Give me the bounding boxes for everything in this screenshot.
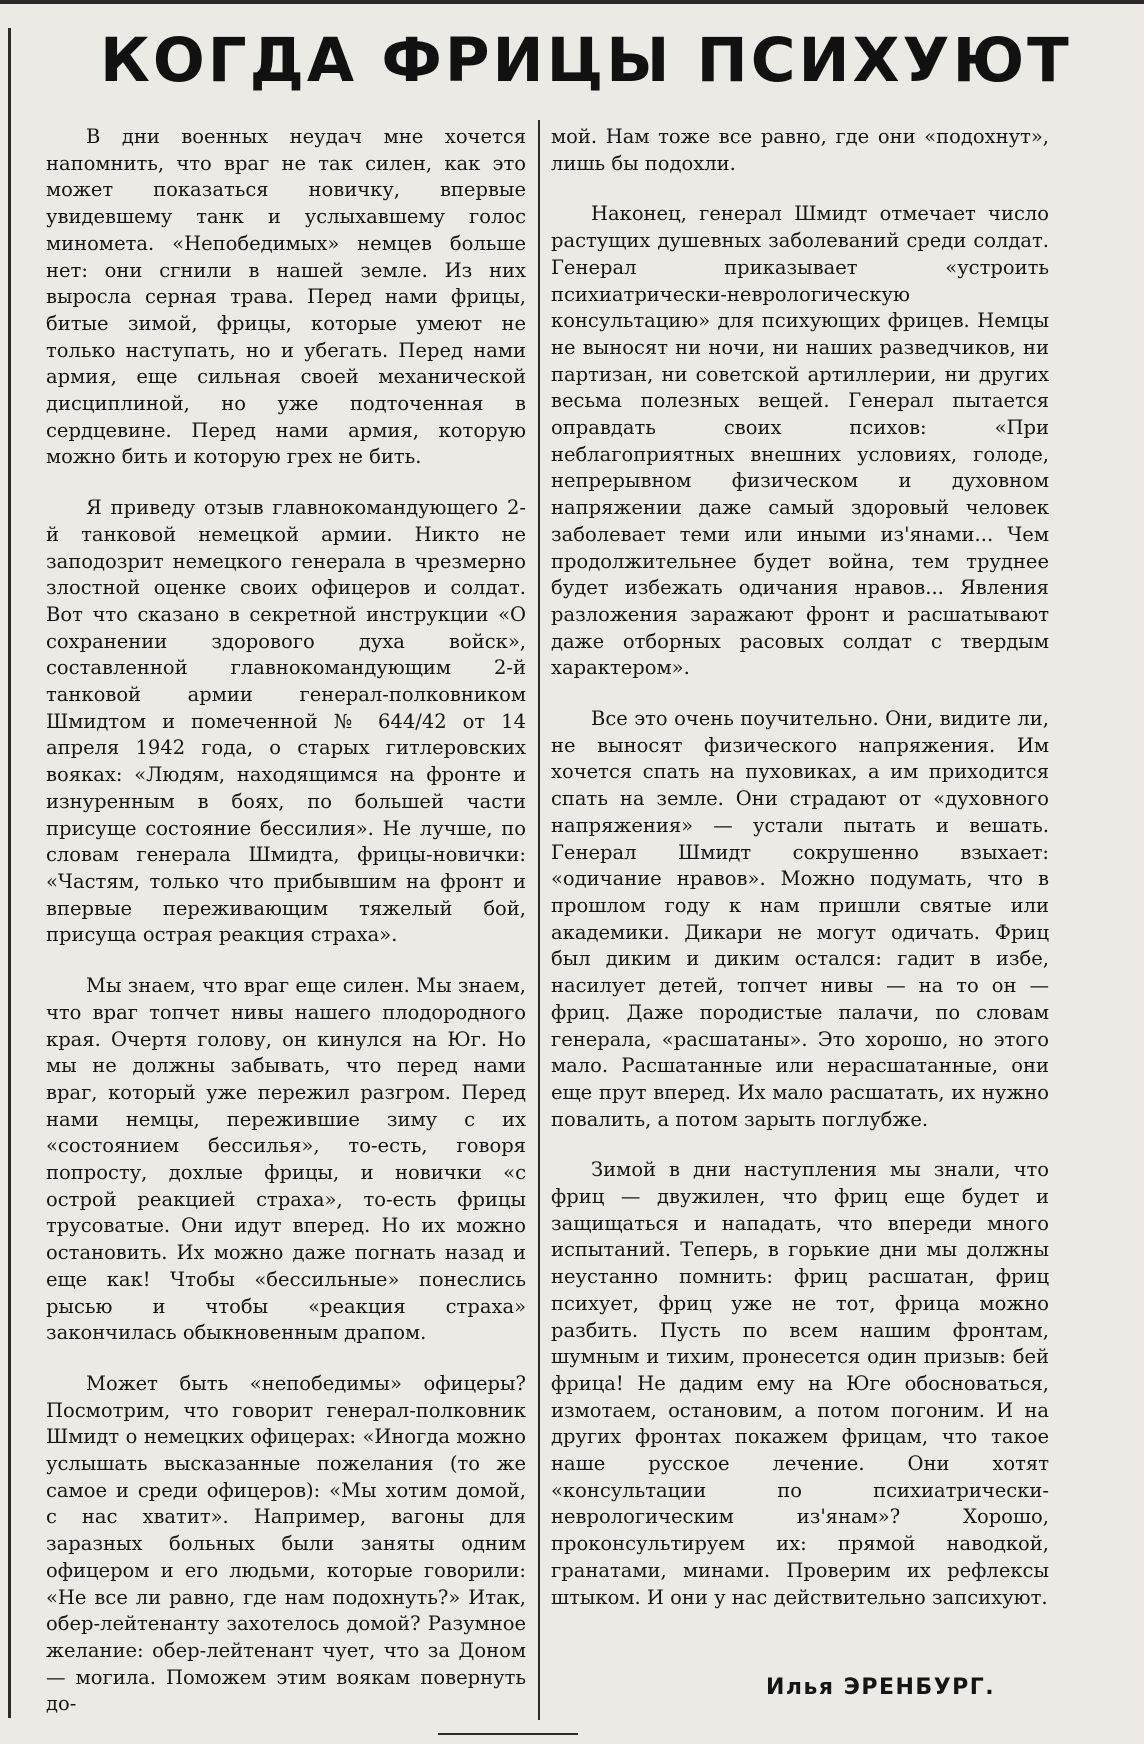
paragraph-continuation: мой. Нам тоже все равно, где они «подохнут», лишь бы подохли. [551,125,1049,175]
left-border-rule [8,28,11,1718]
paragraph: Наконец, генерал Шмидт отмечает число растущих душевных заболеваний среди солдат. Генерал приказывает «устроить психиатрически-неврологическую консультацию» для психующих фрицев. Немцы не выносят ни ночи, ни наших разведчиков, ни партизан, ни советской артиллерии, ни других весьма полезных вещей. Генерал пытается оправдать своих психов: «При неблагоприятных внешних условиях, голоде, непрерывном физическом и духовном напряжении даже самый здоровый человек заболевает теми или иными из'янами... Чем продолжительнее будет война, тем труднее будет избежать одичания нравов... Явления разложения заражают фронт и расшатывают даже отборных расовых солдат с твердым характером». [551,202,1049,680]
bottom-rule [438,1733,578,1735]
paragraph: Все это очень поучительно. Они, видите ли, не выносят физического напряжения. Им хочется спать на пуховиках, а им приходится спать на земле. Они страдают от «духовного напряжения» — устали пытать и вешать. Генерал Шмидт сокрушенно взыхает: «одичание нравов». Можно подумать, что в прошлом году к нам пришли святые или академики. Дикари не могут одичать. Фриц был диким и диким остался: гадит в избе, насилует детей, топчет нивы — на то он — фриц. Даже породистые палачи, по словам генерала, «расшатаны». Это хорошо, но этого мало. Расшатанные или нерасшатанные, они еще прут вперед. Их мало расшатать, их нужно повалить, а потом зарыть поглубже. [551,707,1049,1131]
left-text-column [46,124,526,1742]
article-headline: КОГДА ФРИЦЫ ПСИХУЮТ [100,25,1072,96]
paragraph: Мы знаем, что враг еще силен. Мы знаем, что враг топчет нивы нашего плодородного края. Очертя голову, он кинулся на Юг. Но мы не должны забывать, что перед нами враг, который уже пережил разгром. Перед нами немцы, пережившие зиму с их «состоянием бессилья», то-есть, говоря попросту, дохлые фрицы, и новички «с острой реакцией страха», то-есть фрицы трусоватые. Они идут вперед. Но их можно остановить. Их можно даже погнать назад и еще как! Чтобы «бессильные» понеслись рысью и чтобы «реакция страха» закончилась обыкновенным драпом. [46,974,526,1345]
paragraph: Может быть «непобедимы» офицеры? Посмотрим, что говорит генерал-полковник Шмидт о немецких офицерах: «Иногда можно услышать высказанные пожелания (то же самое и среди офицеров): «Мы хотим домой, с нас хватит». Например, вагоны для заразных больных были заняты одним офицером и его людьми, которые говорили: «Не все ли равно, где нам подохнуть?» Итак, обер-лейтенанту захотелось домой? Разумное желание: обер-лейтенант чует, что за Доном — могила. Поможем этим воякам повернуть до- [46,1371,526,1716]
paragraph: В дни военных неудач мне хочется напомнить, что враг не так силен, как это может показаться новичку, впервые увидевшему танк и услыхавшему голос миномета. «Непобедимых» немцев больше нет: они сгнили в нашей земле. Из них выросла серная трава. Перед нами фрицы, битые зимой, фрицы, которые умеют не только наступать, но и убегать. Перед нами армия, еще сильная своей механической дисциплиной, но уже подточенная в сердцевине. Перед нами армия, которую можно бить и которую грех не бить. [46,125,526,469]
right-text-column [551,124,1049,1635]
paragraph: Я приведу отзыв главнокомандующего 2-й танковой немецкой армии. Никто не заподозрит немецкого генерала в чрезмерно злостной оценке своих офицеров и солдат. Вот что сказано в секретной инструкции «О сохранении здорового духа войск», составленной главнокомандующим 2-й танковой армии генерал-полковником Шмидтом и помеченной № 644/42 от 14 апреля 1942 года, о старых гитлеровских вояках: «Людям, находящимся на фронте и изнуренным в боях, по большей части присуще состояние бессилия». Не лучше, по словам генерала Шмидта, фрицы-новички: «Частям, только что прибывшим на фронт и впервые переживающим тяжелый бой, присуща острая реакция страха». [46,496,526,947]
top-rule [0,0,1144,4]
author-signature: Илья ЭРЕНБУРГ. [766,1675,996,1700]
column-divider [538,120,540,1720]
paragraph: Зимой в дни наступления мы знали, что фриц — двужилен, что фриц еще будет и защищаться и нападать, что впереди много испытаний. Теперь, в горькие дни мы должны неустанно помнить: фриц расшатан, фриц психует, фриц уже не тот, фрица можно разбить. Пусть по всем нашим фронтам, шумным и тихим, пронесется один призыв: бей фрица! Не дадим ему на Юге обосноваться, измотаем, остановим, а потом погоним. И на других фронтах покажем фрицам, что такое наше русское лечение. Они хотят «консультации по психиатрически-неврологическим из'янам»? Хорошо, проконсультируем их: прямой наводкой, гранатами, минами. Проверим их рефлексы штыком. И они у нас действительно запсихуют. [551,1158,1049,1609]
